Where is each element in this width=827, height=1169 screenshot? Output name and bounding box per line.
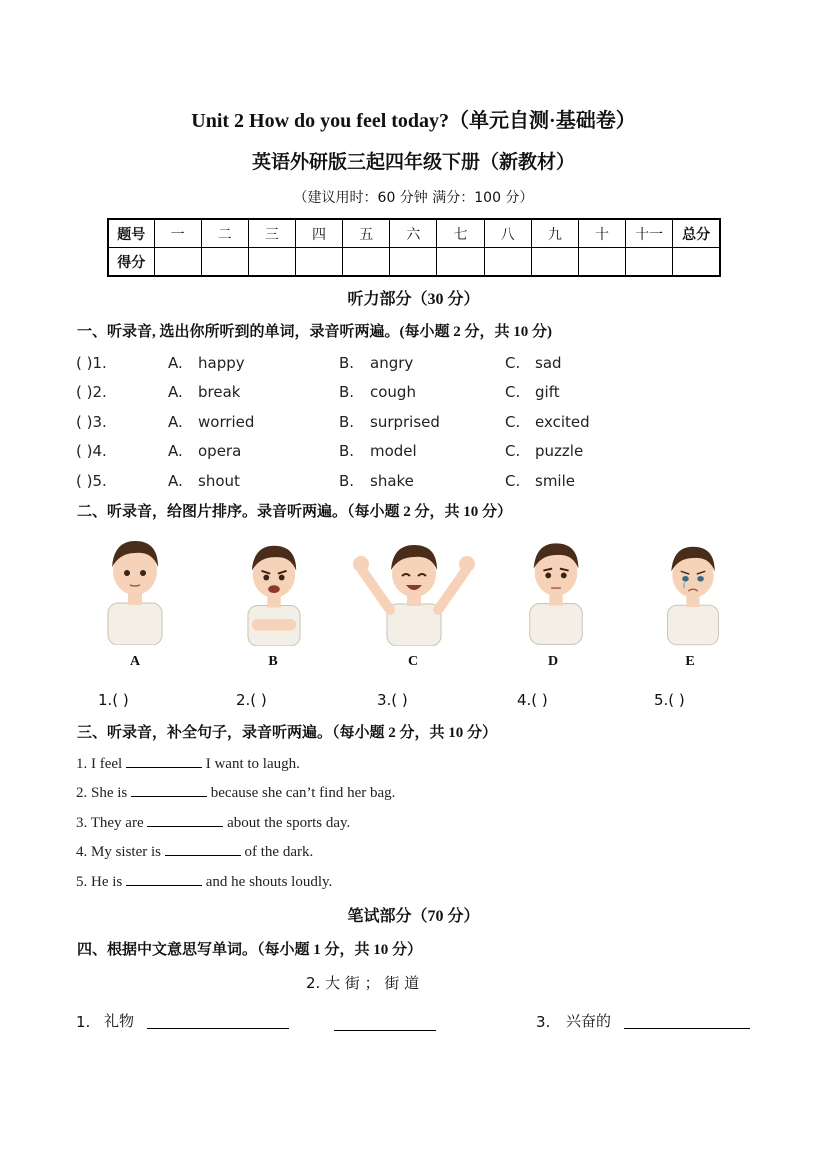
option-c-label: C. [505, 442, 521, 460]
option-a-label: A. [168, 442, 183, 460]
score-table-col: 八 [484, 219, 531, 248]
option-b-label: B. [339, 383, 355, 401]
option-b-label: B. [339, 354, 355, 372]
picture-label: C [407, 654, 419, 669]
fill-sentence [76, 871, 332, 891]
sentence-after: of the dark. [240, 844, 314, 860]
boy-picture-a [100, 533, 170, 645]
score-table-col: 总分 [673, 219, 720, 248]
written-section-title: 笔试部分（70 分） [347, 908, 480, 925]
fill-sentence [76, 782, 395, 802]
part4-item-2: 2. 大 街 ； 街 道 [306, 974, 420, 992]
score-table-col: 七 [437, 219, 484, 248]
sentence-before: 5. He is [76, 874, 126, 890]
score-cell[interactable] [626, 248, 673, 277]
question-number[interactable]: ( )1. [76, 354, 107, 372]
boy-picture-e [660, 538, 726, 646]
score-table-col: 五 [343, 219, 390, 248]
answer-line-1[interactable] [147, 1028, 289, 1029]
part4-item-3-word: 兴奋的 [566, 1012, 612, 1030]
score-table-col: 三 [248, 219, 295, 248]
option-b-label: B. [339, 472, 355, 490]
order-slot[interactable]: 5.( ) [654, 691, 685, 709]
fill-sentence [76, 841, 313, 861]
page-title: Unit 2 How do you feel today?（单元自测·基础卷） [191, 110, 636, 132]
score-cell[interactable] [531, 248, 578, 277]
answer-blank[interactable] [126, 871, 202, 886]
sentence-before: 3. They are [76, 815, 148, 831]
score-table-header-row [108, 219, 720, 248]
score-cell[interactable] [484, 248, 531, 277]
option-c-label: C. [505, 383, 521, 401]
boy-picture-c [352, 540, 476, 646]
score-cell[interactable] [295, 248, 342, 277]
boy-picture-d [522, 535, 590, 645]
order-slot[interactable]: 4.( ) [517, 691, 548, 709]
part4-heading: 四、根据中文意思写单词。（每小题 1 分，共 10 分） [77, 942, 423, 958]
picture-label: D [547, 654, 559, 669]
answer-line-3[interactable] [624, 1028, 750, 1029]
option-b: cough [370, 383, 416, 401]
option-a-label: A. [168, 354, 183, 372]
sentence-before: 4. My sister is [76, 844, 165, 860]
question-number[interactable]: ( )2. [76, 383, 107, 401]
score-cell[interactable] [673, 248, 720, 277]
question-number[interactable]: ( )4. [76, 442, 107, 460]
part4-item-1-number: 1. [76, 1013, 91, 1031]
option-c: puzzle [535, 442, 584, 460]
option-c: gift [535, 383, 560, 401]
option-a: opera [198, 442, 242, 460]
score-cell[interactable] [154, 248, 201, 277]
answer-blank[interactable] [147, 812, 223, 827]
score-table-col: 一 [154, 219, 201, 248]
part2-heading: 二、听录音，给图片排序。录音听两遍。（每小题 2 分，共 10 分） [77, 504, 513, 520]
score-table [107, 218, 721, 277]
answer-blank[interactable] [131, 782, 207, 797]
option-b: model [370, 442, 417, 460]
order-slot[interactable]: 2.( ) [236, 691, 267, 709]
option-b: surprised [370, 413, 440, 431]
option-c: smile [535, 472, 575, 490]
fill-sentence [76, 812, 350, 832]
sentence-after: and he shouts loudly. [202, 874, 333, 890]
answer-blank[interactable] [165, 841, 241, 856]
listening-section-title: 听力部分（30 分） [347, 291, 480, 308]
score-table-col: 四 [295, 219, 342, 248]
option-c: sad [535, 354, 562, 372]
option-b: shake [370, 472, 414, 490]
score-cell[interactable] [201, 248, 248, 277]
page-subtitle: 英语外研版三起四年级下册（新教材） [251, 152, 575, 173]
question-number[interactable]: ( )3. [76, 413, 107, 431]
exam-info: （建议用时：60 分钟 满分：100 分） [293, 190, 534, 206]
sentence-before: 1. I feel [76, 756, 126, 772]
question-number[interactable]: ( )5. [76, 472, 107, 490]
picture-label: B [268, 654, 278, 669]
sentence-after: about the sports day. [223, 815, 351, 831]
score-cell[interactable] [343, 248, 390, 277]
sentence-after: because she can’t find her bag. [207, 785, 396, 801]
option-a: shout [198, 472, 240, 490]
part4-item-3-number: 3. [536, 1013, 551, 1031]
score-table-col: 九 [531, 219, 578, 248]
score-table-score-row [108, 248, 720, 277]
part3-heading: 三、听录音，补全句子，录音听两遍。（每小题 2 分，共 10 分） [77, 725, 498, 741]
score-table-col: 十 [578, 219, 625, 248]
score-cell[interactable] [578, 248, 625, 277]
score-cell[interactable] [437, 248, 484, 277]
order-slot[interactable]: 3.( ) [377, 691, 408, 709]
option-a-label: A. [168, 413, 183, 431]
score-table-col: 二 [201, 219, 248, 248]
answer-blank[interactable] [126, 753, 202, 768]
part4-item-1-word: 礼物 [104, 1012, 135, 1030]
picture-label: A [129, 654, 141, 669]
option-b-label: B. [339, 413, 355, 431]
option-c-label: C. [505, 413, 521, 431]
answer-line-2[interactable] [334, 1030, 436, 1031]
option-c-label: C. [505, 472, 521, 490]
option-a: happy [198, 354, 245, 372]
option-a: worried [198, 413, 255, 431]
option-a-label: A. [168, 383, 183, 401]
option-a-label: A. [168, 472, 183, 490]
option-a: break [198, 383, 241, 401]
sentence-after: I want to laugh. [201, 756, 300, 772]
option-b-label: B. [339, 442, 355, 460]
score-table-col: 十一 [626, 219, 673, 248]
boy-picture-b [240, 538, 308, 646]
score-table-col: 六 [390, 219, 437, 248]
option-b: angry [370, 354, 414, 372]
part1-heading: 一、听录音, 选出你所听到的单词，录音听两遍。(每小题 2 分，共 10 分) [77, 324, 552, 340]
score-table-row-label: 题号 [108, 219, 154, 248]
picture-label: E [685, 654, 695, 669]
score-table-row-label: 得分 [108, 248, 154, 277]
option-c-label: C. [505, 354, 521, 372]
option-c: excited [535, 413, 590, 431]
score-cell[interactable] [390, 248, 437, 277]
score-cell[interactable] [248, 248, 295, 277]
sentence-before: 2. She is [76, 785, 132, 801]
fill-sentence [76, 753, 300, 773]
order-slot[interactable]: 1.( ) [98, 691, 129, 709]
